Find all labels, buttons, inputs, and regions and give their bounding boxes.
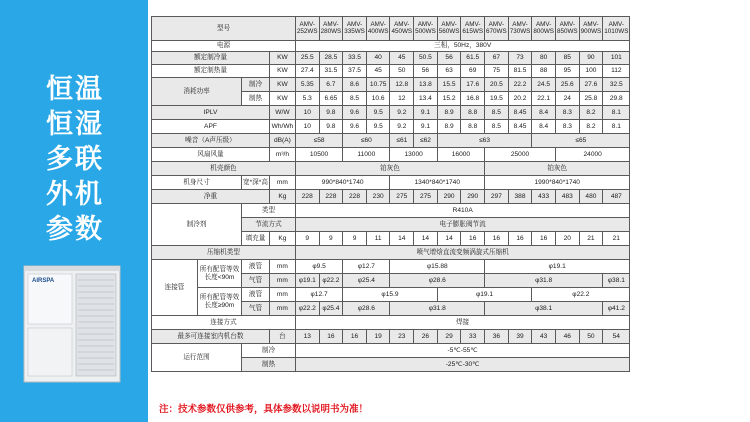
value-cell: 8.5 (343, 92, 367, 106)
unit-cell: mm (269, 260, 295, 274)
value-cell: 20.5 (485, 78, 509, 92)
model-cell: AMV-800WS (532, 17, 556, 41)
value-cell: 112 (603, 65, 630, 78)
value-cell: φ25.4 (319, 302, 343, 316)
value-cell: φ15.88 (390, 260, 485, 274)
value-cell: 45 (390, 52, 414, 65)
value-cell: 15.5 (437, 78, 461, 92)
spec-table (151, 16, 630, 372)
value-cell: 5.3 (295, 92, 319, 106)
value-cell: 22.2 (508, 78, 532, 92)
value-cell: 36 (485, 330, 509, 344)
sidebar-panel (0, 0, 148, 422)
model-cell: AMV-730WS (508, 17, 532, 41)
unit-cell: m³/h (269, 148, 295, 162)
value-cell: 50 (579, 330, 603, 344)
value-cell: 9.8 (319, 106, 343, 120)
sub-label: 制热 (242, 92, 270, 106)
value-cell: 67 (485, 52, 509, 65)
value-cell: 8.45 (508, 120, 532, 134)
row-label: 机壳颜色 (152, 162, 296, 176)
value-cell: 290 (461, 190, 485, 204)
row-label: 制冷剂 (152, 204, 242, 246)
outdoor-unit-image (18, 258, 130, 384)
value-cell: 8.3 (555, 120, 579, 134)
unit-cell: mm (269, 288, 295, 302)
value-cell: 12 (390, 92, 414, 106)
value-cell: 50 (390, 65, 414, 78)
model-cell: AMV-560WS (437, 17, 461, 41)
value-cell: 22.1 (532, 92, 556, 106)
value-cell: 9 (295, 232, 319, 246)
value-cell: 8.2 (579, 120, 603, 134)
row-label: 连接方式 (152, 316, 296, 330)
value-cell: 10.75 (366, 78, 390, 92)
row-label: APF (152, 120, 270, 134)
model-cell: AMV-670WS (485, 17, 509, 41)
value-cell: 10500 (295, 148, 342, 162)
model-cell: AMV-400WS (366, 17, 390, 41)
value-cell: 228 (343, 190, 367, 204)
value-cell: -5℃-55℃ (295, 344, 629, 358)
value-cell: 31.5 (319, 65, 343, 78)
value-cell: 电子膨胀阀节流 (295, 218, 629, 232)
row-label: 连接管 (152, 260, 198, 316)
value-cell: 29.8 (603, 92, 630, 106)
dims-row (152, 176, 630, 190)
sub-label: 宽*深*高 (242, 176, 270, 190)
value-cell: 9.2 (390, 120, 414, 134)
noise-row (152, 134, 630, 148)
value-cell: 16 (532, 232, 556, 246)
unit-cell: Kg (269, 190, 295, 204)
value-cell: 8.2 (579, 106, 603, 120)
value-cell: 14 (414, 232, 438, 246)
value-cell: 1990*840*1740 (485, 176, 630, 190)
value-cell: 9 (343, 232, 367, 246)
sub-label: 填充量 (242, 232, 270, 246)
value-cell: 铂灰色 (295, 162, 484, 176)
cooling-capacity-row (152, 52, 630, 65)
value-cell: 23 (390, 330, 414, 344)
value-cell: 15.2 (437, 92, 461, 106)
row-label: 机身尺寸 (152, 176, 242, 190)
value-cell: ≤60 (343, 134, 390, 148)
value-cell: 20.2 (508, 92, 532, 106)
value-cell: 69 (461, 65, 485, 78)
pipe-group-label: 所有配管等效长度≥90m (198, 288, 242, 316)
value-cell: 13 (295, 330, 319, 344)
model-row (152, 17, 630, 41)
value-cell: 297 (485, 190, 509, 204)
power-input-cool-row (152, 78, 630, 92)
model-cell: AMV-335WS (343, 17, 367, 41)
value-cell: ≤58 (295, 134, 342, 148)
value-cell: 8.5 (485, 106, 509, 120)
model-cell: AMV-615WS (461, 17, 485, 41)
apf-row (152, 120, 630, 134)
value-cell: 9.8 (319, 120, 343, 134)
value-cell: 9.1 (414, 120, 438, 134)
brand-logo: AIRSPA (32, 278, 55, 284)
unit-cell: Kg (269, 232, 295, 246)
value-cell: φ28.6 (390, 274, 485, 288)
value-cell: 54 (603, 330, 630, 344)
value-cell: 26 (414, 330, 438, 344)
sub-label: 液管 (242, 260, 270, 274)
model-cell: AMV-280WS (319, 17, 343, 41)
unit-cell: dB(A) (269, 134, 295, 148)
sidebar-title: 恒温恒湿多联外机参数 (46, 74, 104, 245)
value-cell: 8.8 (461, 106, 485, 120)
row-label: IPLV (152, 106, 270, 120)
value-cell: 16000 (437, 148, 484, 162)
value-cell: 43 (532, 330, 556, 344)
value-cell: 16.8 (461, 92, 485, 106)
row-label: 净重 (152, 190, 270, 204)
value-cell: 61.5 (461, 52, 485, 65)
value-cell: 25000 (485, 148, 556, 162)
value-cell: 8.8 (461, 120, 485, 134)
value-cell: 33.5 (343, 52, 367, 65)
unit-cell: mm (269, 302, 295, 316)
value-cell: 9 (319, 232, 343, 246)
value-cell: φ31.8 (390, 302, 485, 316)
value-cell: ≤63 (437, 134, 532, 148)
value-cell: 480 (579, 190, 603, 204)
model-cell: AMV-450WS (390, 17, 414, 41)
compressor-row (152, 246, 630, 260)
value-cell: 290 (437, 190, 461, 204)
unit-cell: 台 (269, 330, 295, 344)
value-cell: 230 (366, 190, 390, 204)
heating-capacity-row (152, 65, 630, 78)
value-cell: 20 (555, 232, 579, 246)
value-cell: 63 (437, 65, 461, 78)
value-cell: 90 (579, 52, 603, 65)
model-cell: AMV-500WS (414, 17, 438, 41)
value-cell: φ41.2 (603, 302, 630, 316)
sub-label: 制冷 (242, 78, 270, 92)
value-cell: φ19.1 (295, 274, 319, 288)
value-cell: 19.5 (485, 92, 509, 106)
value-cell: -25℃-30℃ (295, 358, 629, 372)
value-cell: 95 (555, 65, 579, 78)
value-cell: 37.5 (343, 65, 367, 78)
value-cell: 228 (319, 190, 343, 204)
row-label: 消耗功率 (152, 78, 242, 106)
value-cell: 29 (437, 330, 461, 344)
value-cell: 56 (414, 65, 438, 78)
value-cell: 33 (461, 330, 485, 344)
value-cell: φ38.1 (485, 302, 603, 316)
value-cell: 27.6 (579, 78, 603, 92)
value-cell: φ22.2 (319, 274, 343, 288)
value-cell: 40 (366, 52, 390, 65)
value-cell: 50.5 (414, 52, 438, 65)
value-cell: 8.6 (343, 78, 367, 92)
value-cell: 27.4 (295, 65, 319, 78)
value-cell: φ22.2 (295, 302, 319, 316)
value-cell: 10 (295, 120, 319, 134)
unit-cell: W/W (269, 106, 295, 120)
value-cell: 275 (414, 190, 438, 204)
value-cell: 46 (555, 330, 579, 344)
unit-cell: mm (269, 176, 295, 190)
value-cell: 39 (508, 330, 532, 344)
value-cell: 16 (485, 232, 509, 246)
row-label: 压缩机类型 (152, 246, 296, 260)
sub-label: 类型 (242, 204, 296, 218)
value-cell: 24.5 (532, 78, 556, 92)
model-cell: AMV-1010WS (603, 17, 630, 41)
value-cell: 100 (579, 65, 603, 78)
value-cell: 80 (532, 52, 556, 65)
value-cell: ≤61 (390, 134, 414, 148)
value-cell: ≤62 (414, 134, 438, 148)
value-cell: 21 (603, 232, 630, 246)
value-cell: 13.4 (414, 92, 438, 106)
op-range-cool-row (152, 344, 630, 358)
value-cell: 16 (343, 330, 367, 344)
value-cell: 8.9 (437, 120, 461, 134)
value-cell: 8.9 (437, 106, 461, 120)
unit-cell: KW (269, 78, 295, 92)
max-units-row (152, 330, 630, 344)
value-cell: 14 (390, 232, 414, 246)
value-cell: 21 (579, 232, 603, 246)
model-cell: AMV-850WS (555, 17, 579, 41)
value-cell: φ12.7 (343, 260, 390, 274)
value-cell: 6.7 (319, 78, 343, 92)
value-cell: 9.1 (414, 106, 438, 120)
row-label: 风扇风量 (152, 148, 270, 162)
airflow-row (152, 148, 630, 162)
sub-label: 气管 (242, 274, 270, 288)
value-cell: 85 (555, 52, 579, 65)
value-cell: 101 (603, 52, 630, 65)
value-cell: 388 (508, 190, 532, 204)
value-cell: 32.5 (603, 78, 630, 92)
row-label: 额定制热量 (152, 65, 270, 78)
value-cell: 25.6 (555, 78, 579, 92)
pipe-g1-liquid-row (152, 260, 630, 274)
value-cell: 25.8 (579, 92, 603, 106)
value-cell: 990*840*1740 (295, 176, 390, 190)
value-cell: 8.4 (532, 106, 556, 120)
value-cell: 10 (295, 106, 319, 120)
value-cell: φ15.9 (343, 288, 438, 302)
value-cell: ≤65 (532, 134, 630, 148)
value-cell: 81.5 (508, 65, 532, 78)
power-label: 电源 (152, 41, 296, 52)
value-cell: 9.5 (366, 106, 390, 120)
row-label: 运行范围 (152, 344, 242, 372)
sub-label: 气管 (242, 302, 270, 316)
unit-cell: mm (269, 274, 295, 288)
value-cell: 8.1 (603, 120, 630, 134)
value-cell: 228 (295, 190, 319, 204)
unit-cell: KW (269, 52, 295, 65)
pipe-group-label: 所有配管等效长度<90m (198, 260, 242, 288)
model-cell: AMV-252WS (295, 17, 319, 41)
power-value: 三相，50Hz，380V (295, 41, 629, 52)
model-cell: AMV-900WS (579, 17, 603, 41)
value-cell: 16 (319, 330, 343, 344)
value-cell: 483 (555, 190, 579, 204)
value-cell: 10.6 (366, 92, 390, 106)
value-cell: 8.3 (555, 106, 579, 120)
value-cell: φ31.8 (485, 274, 603, 288)
value-cell: φ12.7 (295, 288, 342, 302)
value-cell: 487 (603, 190, 630, 204)
iplv-row (152, 106, 630, 120)
value-cell: 17.6 (461, 78, 485, 92)
value-cell: 9.6 (343, 106, 367, 120)
pipe-g2-liquid-row (152, 288, 630, 302)
value-cell: 9.2 (390, 106, 414, 120)
value-cell: 75 (485, 65, 509, 78)
sub-label: 制热 (242, 358, 296, 372)
value-cell: φ38.1 (603, 274, 630, 288)
value-cell: 12.8 (390, 78, 414, 92)
joint-row (152, 316, 630, 330)
weight-row (152, 190, 630, 204)
value-cell: 焊接 (295, 316, 629, 330)
row-label: 噪音（A声压级） (152, 134, 270, 148)
value-cell: 16 (461, 232, 485, 246)
value-cell: 13.8 (414, 78, 438, 92)
value-cell: φ28.6 (343, 302, 390, 316)
value-cell: 8.5 (485, 120, 509, 134)
value-cell: 6.65 (319, 92, 343, 106)
value-cell: 24000 (555, 148, 629, 162)
value-cell: 铂灰色 (485, 162, 630, 176)
unit-cell: KW (269, 65, 295, 78)
sub-label: 制冷 (242, 344, 296, 358)
value-cell: 11000 (343, 148, 390, 162)
unit-cell: KW (269, 92, 295, 106)
value-cell: 11 (366, 232, 390, 246)
power-row (152, 41, 630, 52)
value-cell: 13000 (390, 148, 437, 162)
value-cell: 8.1 (603, 106, 630, 120)
value-cell: φ22.2 (532, 288, 630, 302)
row-label: 最多可连接室内机台数 (152, 330, 270, 344)
disclaimer-note: 注：技术参数仅供参考，具体参数以说明书为准！ (159, 404, 369, 415)
value-cell: R410A (295, 204, 629, 218)
value-cell: 14 (437, 232, 461, 246)
value-cell: 16 (508, 232, 532, 246)
sub-label: 液管 (242, 288, 270, 302)
value-cell: 25.5 (295, 52, 319, 65)
color-row (152, 162, 630, 176)
value-cell: 56 (437, 52, 461, 65)
value-cell: 28.5 (319, 52, 343, 65)
value-cell: φ9.5 (295, 260, 342, 274)
value-cell: 73 (508, 52, 532, 65)
value-cell: 9.6 (343, 120, 367, 134)
value-cell: 9.5 (366, 120, 390, 134)
value-cell: 8.45 (508, 106, 532, 120)
refrigerant-type-row (152, 204, 630, 218)
value-cell: φ25.4 (343, 274, 390, 288)
value-cell: 24 (555, 92, 579, 106)
value-cell: 1340*840*1740 (390, 176, 485, 190)
value-cell: φ19.1 (437, 288, 532, 302)
value-cell: 88 (532, 65, 556, 78)
value-cell: 5.35 (295, 78, 319, 92)
value-cell: 喷气增焓直流变频涡旋式压缩机 (295, 246, 629, 260)
value-cell: 19 (366, 330, 390, 344)
value-cell: 275 (390, 190, 414, 204)
value-cell: 8.4 (532, 120, 556, 134)
unit-cell: Wh/Wh (269, 120, 295, 134)
value-cell: φ19.1 (485, 260, 630, 274)
value-cell: 45 (366, 65, 390, 78)
row-label: 额定制冷量 (152, 52, 270, 65)
model-label: 型号 (152, 17, 296, 41)
value-cell: 433 (532, 190, 556, 204)
sub-label: 节流方式 (242, 218, 296, 232)
